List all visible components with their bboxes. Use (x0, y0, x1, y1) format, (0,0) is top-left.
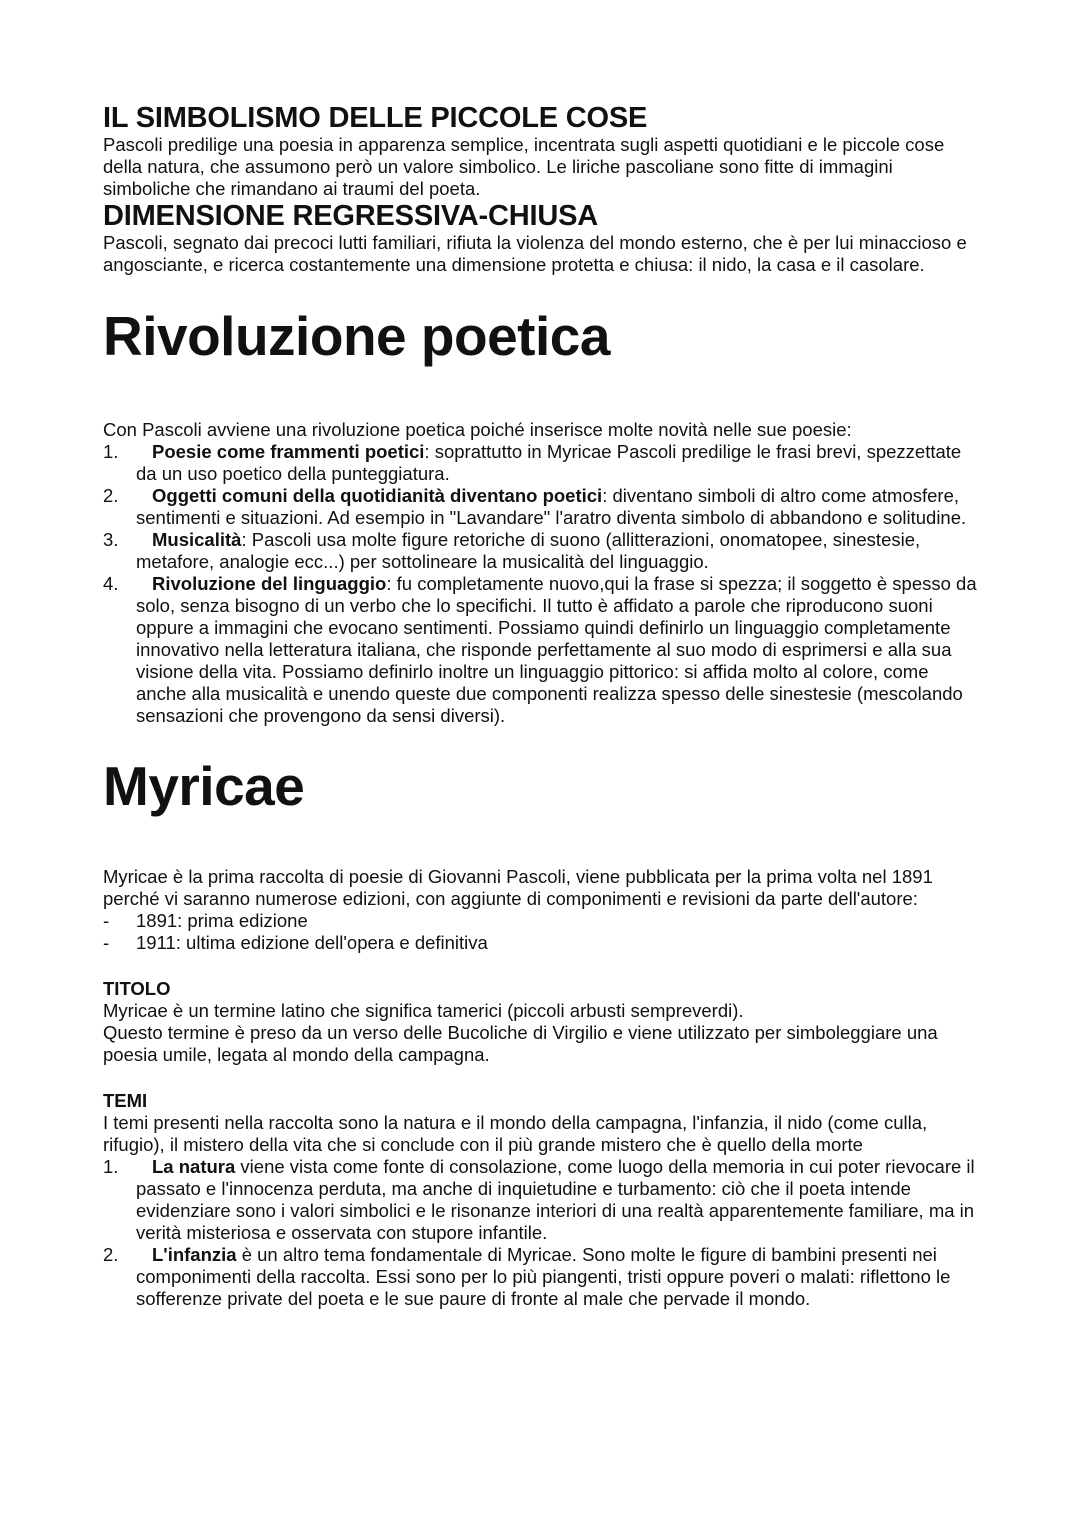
subheading-temi: TEMI (103, 1090, 148, 1111)
list-dash: - (103, 910, 110, 931)
list-item (103, 441, 983, 485)
paragraph-dimensione: Pascoli, segnato dai precoci lutti familiari, rifiuta la violenza del mondo esterno, che è per lui minaccioso e angosciante, e ricerca costantemente una dimensione protetta e chiusa: il nido, la casa e il casolare. (103, 232, 967, 275)
list-item-text: : soprattutto in Myricae Pascoli predilige le frasi brevi, spezzettate da un uso poetico della punteggiatura. (136, 441, 962, 484)
paragraph-rivoluzione-intro: Con Pascoli avviene una rivoluzione poetica poiché inserisce molte novità nelle sue poesie: (103, 419, 852, 440)
list-item (103, 910, 983, 932)
list-item (103, 1244, 983, 1310)
list-item-text: : diventano simboli di altro come atmosfere, sentimenti e situazioni. Ad esempio in "Lavandare" l'aratro diventa simbolo di abbandono e solitudine. (136, 485, 967, 528)
list-item-title: L'infanzia (152, 1244, 237, 1265)
section-heading-dimensione: DIMENSIONE REGRESSIVA-CHIUSA (103, 200, 598, 232)
list-item (103, 485, 983, 529)
list-item-title: Rivoluzione del linguaggio (152, 573, 387, 594)
list-item-title: La natura (152, 1156, 236, 1177)
editions-list (103, 910, 983, 954)
subheading-titolo: TITOLO (103, 978, 171, 999)
list-number: 3. (103, 529, 119, 550)
paragraph-temi-intro: I temi presenti nella raccolta sono la natura e il mondo della campagna, l'infanzia, il nido (come culla, rifugio), il mistero della vita che si conclude con il più grande mistero che è quello della morte (103, 1112, 928, 1155)
list-item-title: Poesie come frammenti poetici (152, 441, 425, 462)
list-item-title: Oggetti comuni della quotidianità diventano poetici (152, 485, 603, 506)
list-item (103, 529, 983, 573)
heading-rivoluzione-poetica: Rivoluzione poetica (103, 305, 610, 367)
list-item-text: è un altro tema fondamentale di Myricae. Sono molte le figure di bambini presenti nei componimenti della raccolta. Essi sono per lo più piangenti, tristi oppure poveri o malati: riflettono le sofferenze private del poeta e le sue paure di fronte al male che pervade il mondo. (136, 1244, 951, 1309)
rivoluzione-list (103, 441, 983, 727)
list-item-text: viene vista come fonte di consolazione, come luogo della memoria in cui poter rievocare il passato e l'innocenza perduta, ma anche di inquietudine e turbamento: ciò che il poeta intende evidenziare sono i valori simbolici e le risonanze interiori di una realtà apparentemente familiare, ma in verità misteriosa e osservata con stupore infantile. (136, 1156, 975, 1243)
paragraph-simbolismo: Pascoli predilige una poesia in apparenza semplice, incentrata sugli aspetti quotidiani e le piccole cose della natura, che assumono però un valore simbolico. Le liriche pascoliane sono fitte di immagini simboliche che rimandano ai traumi del poeta. (103, 134, 945, 199)
temi-list (103, 1156, 983, 1310)
list-item (103, 573, 983, 727)
heading-myricae: Myricae (103, 755, 305, 817)
list-item-title: Musicalità (152, 529, 242, 550)
list-number: 4. (103, 573, 119, 594)
section-heading-simbolismo: IL SIMBOLISMO DELLE PICCOLE COSE (103, 102, 648, 134)
list-item-text: 1891: prima edizione (136, 910, 308, 931)
list-number: 2. (103, 1244, 119, 1265)
list-item-text: 1911: ultima edizione dell'opera e definitiva (136, 932, 488, 953)
list-item (103, 932, 983, 954)
paragraph-titolo-2: Questo termine è preso da un verso delle Bucoliche di Virgilio e viene utilizzato per simboleggiare una poesia umile, legata al mondo della campagna. (103, 1022, 938, 1065)
list-item (103, 1156, 983, 1244)
list-item-text: : Pascoli usa molte figure retoriche di suono (allitterazioni, onomatopee, sinestesie, metafore, analogie ecc...) per sottolineare la musicalità del linguaggio. (136, 529, 921, 572)
list-dash: - (103, 932, 110, 953)
list-number: 1. (103, 1156, 119, 1177)
list-number: 2. (103, 485, 119, 506)
list-item-text: : fu completamente nuovo,qui la frase si spezza; il soggetto è spesso da solo, senza bisogno di un verbo che lo specifichi. Il tutto è affidato a parole che riproducono suoni oppure a immagini che evocano sentimenti. Possiamo quindi definirlo un linguaggio completamente innovativo nella letteratura italiana, che risponde perfettamente al suo modo di esprimersi e alla sua visione della vita. Possiamo definirlo inoltre un linguaggio pittorico: si affida molto al colore, come anche alla musicalità e unendo queste due componenti realizza spesso delle sinestesie (mescolando sensazioni che provengono da sensi diversi). (136, 573, 977, 726)
document-page (103, 102, 983, 1310)
paragraph-myricae-intro: Myricae è la prima raccolta di poesie di Giovanni Pascoli, viene pubblicata per la prima volta nel 1891 perché vi saranno numerose edizioni, con aggiunte di componimenti e revisioni da parte dell'autore: (103, 866, 933, 909)
list-number: 1. (103, 441, 119, 462)
paragraph-titolo-1: Myricae è un termine latino che significa tamerici (piccoli arbusti sempreverdi). (103, 1000, 744, 1021)
